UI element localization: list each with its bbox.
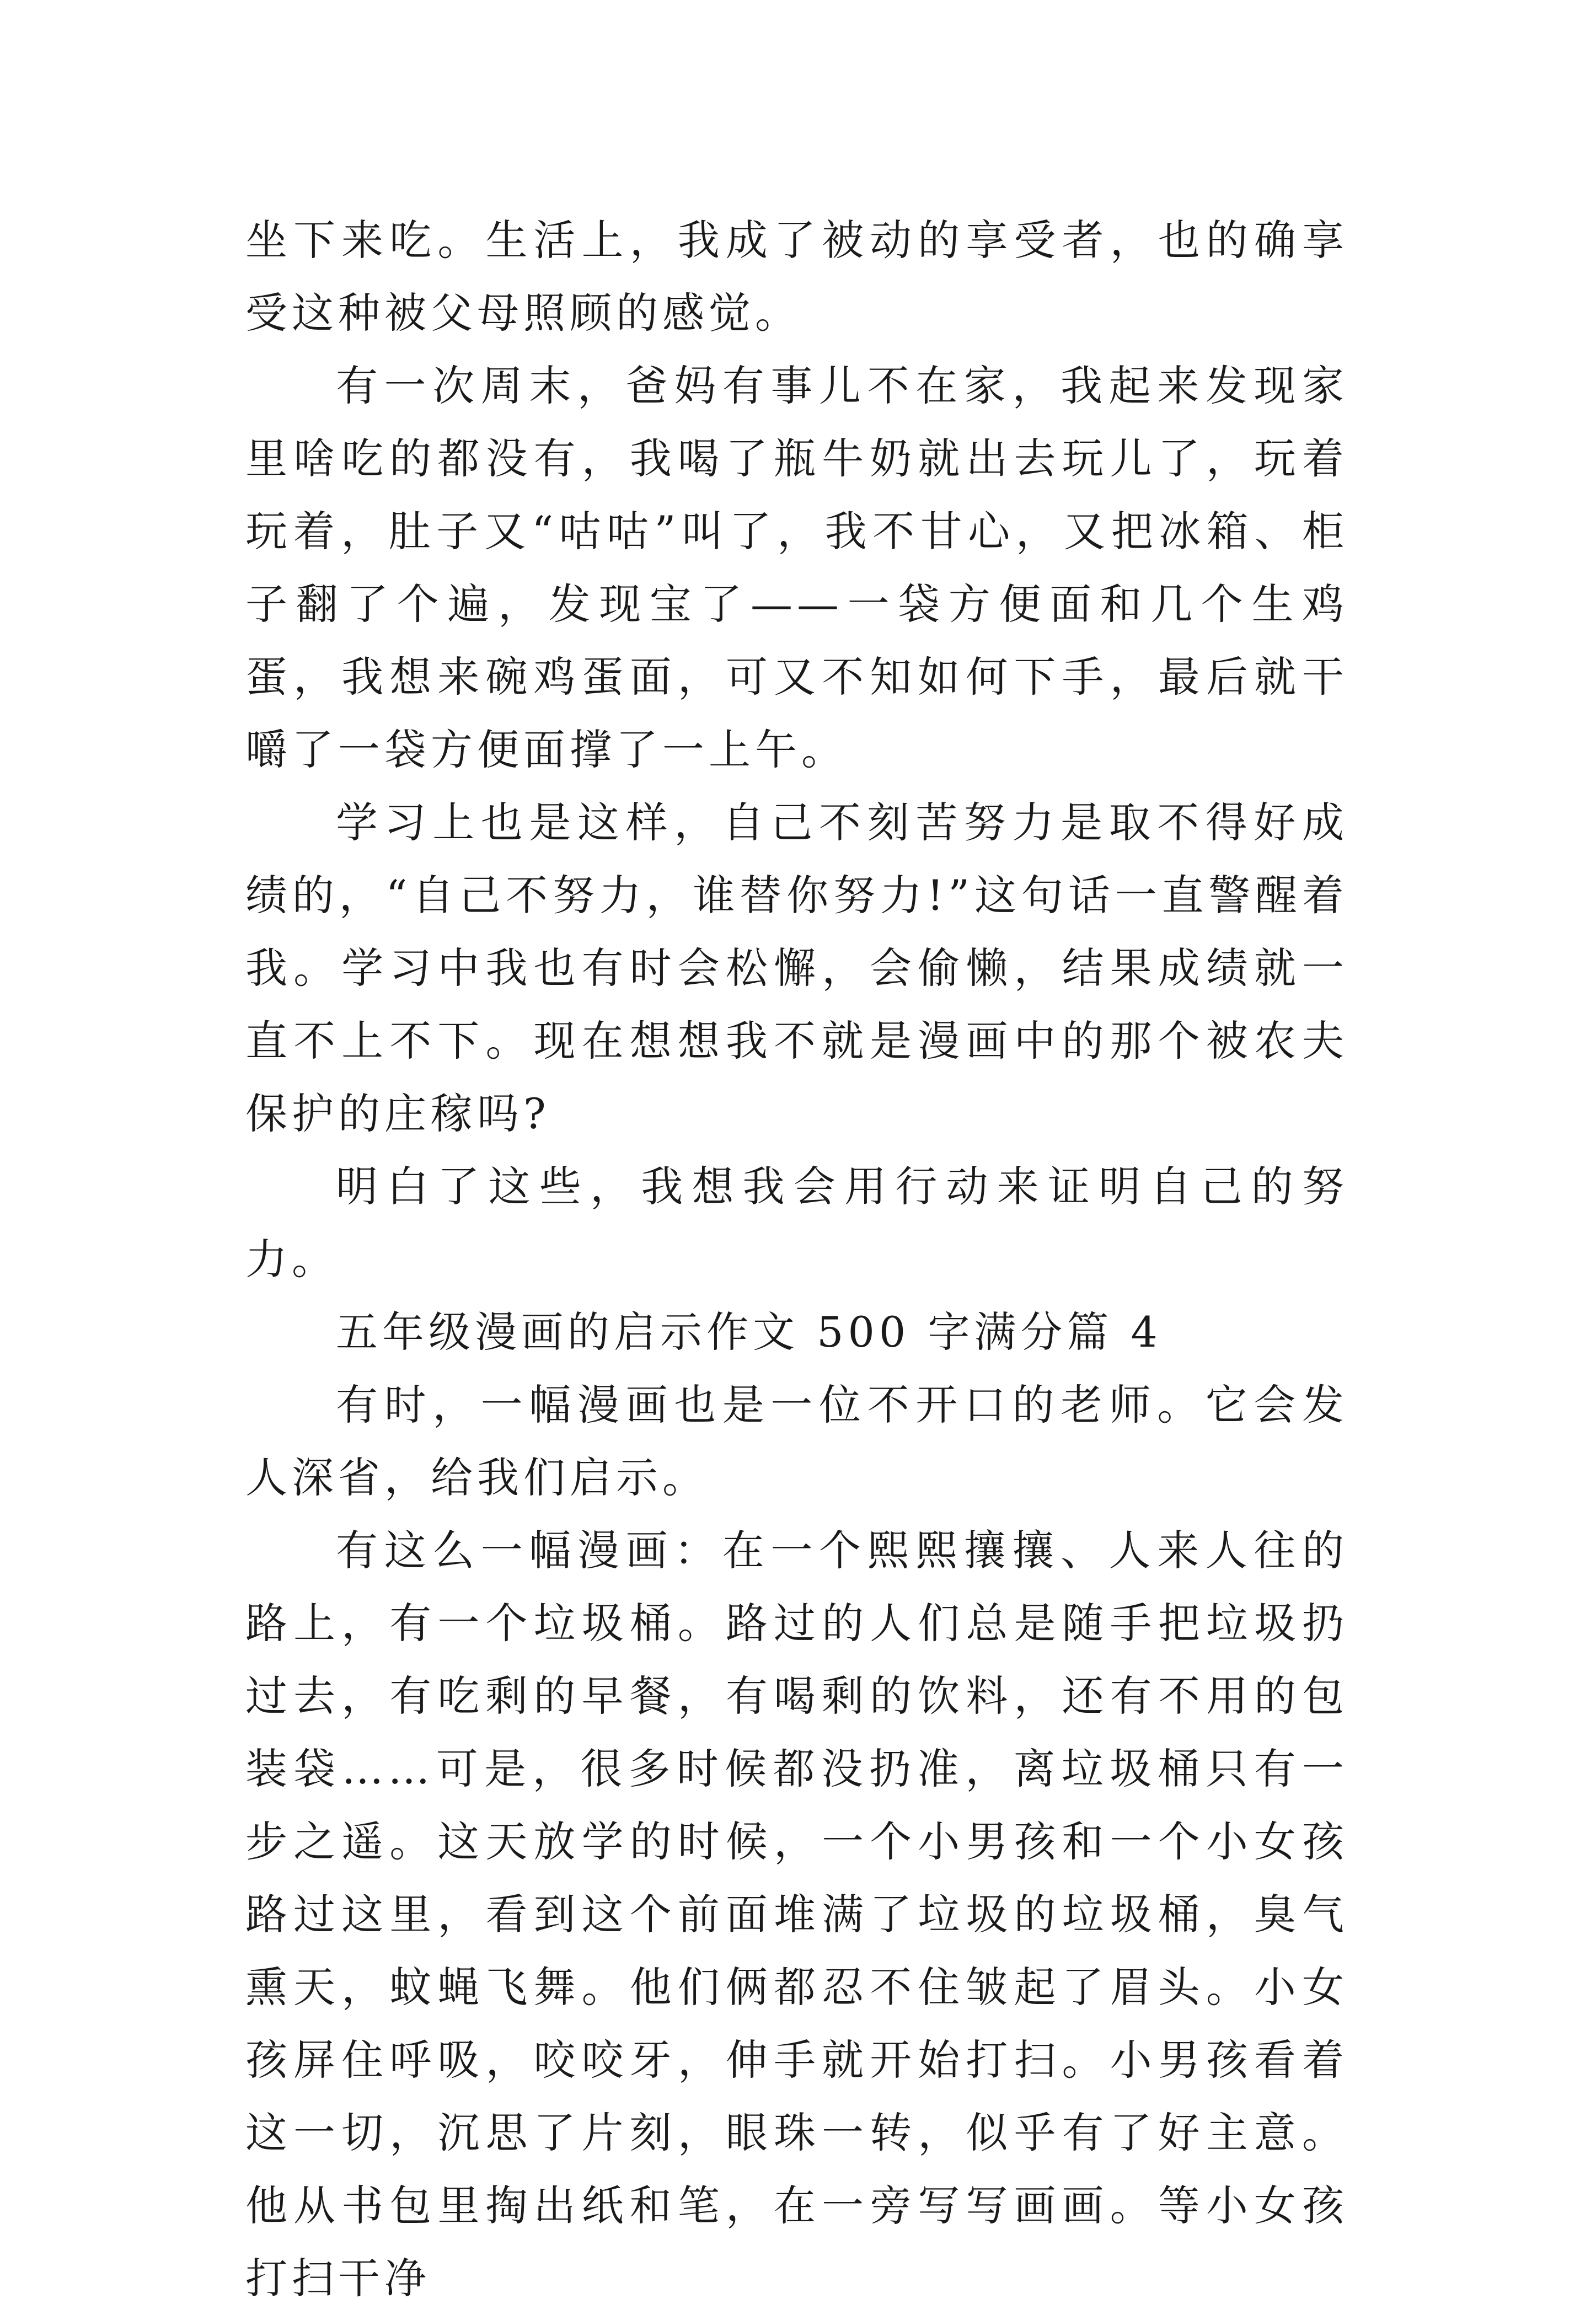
paragraph-comic-description: 有这么一幅漫画：在一个熙熙攘攘、人来人往的路上，有一个垃圾桶。路过的人们总是随手把垃圾扔过去，有吃剩的早餐，有喝剩的饮料，还有不用的包装袋……可是，很多时候都没扔准，离垃圾桶只有一步之遥。这天放学的时候，一个小男孩和一个小女孩路过这里，看到这个前面堆满了垃圾的垃圾桶，臭气熏天，蚊蝇飞舞。他们俩都忍不住皱起了眉头。小女孩屏住呼吸，咬咬牙，伸手就开始打扫。小男孩看着这一切，沉思了片刻，眼珠一转，似乎有了好主意。他从书包里掏出纸和笔，在一旁写写画画。等小女孩打扫干净	[245, 1526, 1348, 2303]
document-body	[245, 204, 1348, 2315]
paragraph-study-reflection: 学习上也是这样，自己不刻苦努力是取不得好成绩的，“自己不努力，谁替你努力!”这句话一直警醒着我。学习中我也有时会松懈，会偷懒，结果成绩就一直不上不下。现在想想我不就是漫画中的那个被农夫保护的庄稼吗?	[245, 798, 1348, 1138]
paragraph-intro: 有时，一幅漫画也是一位不开口的老师。它会发人深省，给我们启示。	[245, 1380, 1348, 1502]
section-heading: 五年级漫画的启示作文 500 字满分篇 4	[336, 1307, 1162, 1357]
paragraph-weekend-story: 有一次周末，爸妈有事儿不在家，我起来发现家里啥吃的都没有，我喝了瓶牛奶就出去玩儿了，玩着玩着，肚子又“咕咕”叫了，我不甘心，又把冰箱、柜子翻了个遍，发现宝了——一袋方便面和几个生鸡蛋，我想来碗鸡蛋面，可又不知如何下手，最后就干嚼了一袋方便面撑了一上午。	[245, 361, 1348, 774]
paragraph-continued: 坐下来吃。生活上，我成了被动的享受者，也的确享受这种被父母照顾的感觉。	[245, 216, 1348, 337]
paragraph-conclusion: 明白了这些，我想我会用行动来证明自己的努力。	[245, 1162, 1348, 1284]
